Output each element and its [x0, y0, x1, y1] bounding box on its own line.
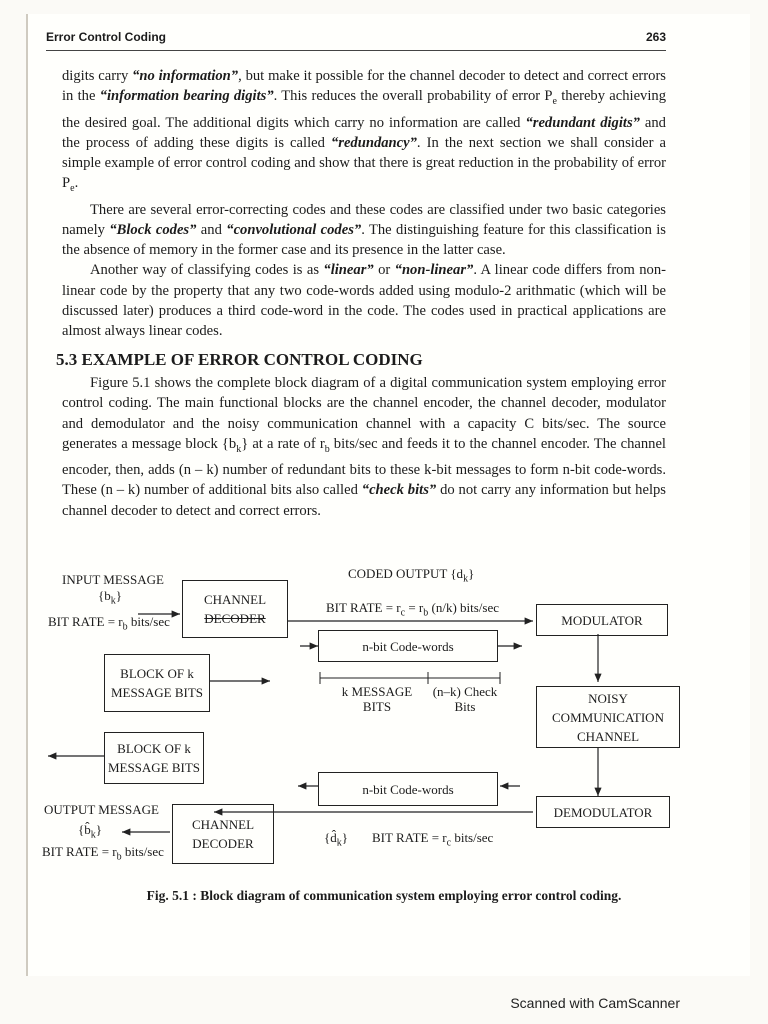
dk-hat-label: $\{d̂_k\}$ — [324, 830, 348, 849]
demod-bitrate-label: BIT RATE = $r_c$ bits/sec — [372, 830, 494, 849]
body-text — [56, 66, 667, 521]
running-header — [46, 30, 666, 48]
channel-encoder-label: CHANNEL — [203, 592, 267, 607]
paragraph-1: digits carry “no information”, but make it possible for the channel decoder to detect and correct errors in the “information bearing digits”. This reduces the overall probability of error $P_e$ thereby achieving the desired goal. The additional digits which carry no information are called “redundant digits” and the process of adding these digits is called “redundancy”. In the next section we shall consider a simple example of error control coding and show that there is great reduction in the probability of error $P_e$. — [62, 68, 667, 195]
coded-bitrate-label: BIT RATE = $r_c = r_b$ (n/k) bits/sec — [326, 600, 500, 619]
noisy-channel-box: NOISY COMMUNICATION CHANNEL — [536, 686, 680, 748]
block-of-k-top-box: BLOCK OF k MESSAGE BITS — [104, 654, 210, 712]
header-rule — [46, 50, 666, 51]
channel-decoder-box: CHANNEL DECODER — [172, 804, 274, 864]
input-bk-label: $\{b_k\}$ — [98, 588, 122, 607]
page-number: 263 — [645, 30, 666, 44]
check-bits-label: (n–k) Check Bits — [432, 684, 498, 714]
demodulator-box: DEMODULATOR — [536, 796, 670, 828]
channel-encoder-box — [182, 580, 288, 638]
nbit-codewords-bottom-box: n-bit Code-words — [318, 772, 498, 806]
paragraph-2: There are several error-correcting codes and these codes are classified under two basic categories namely “Block codes” and “convolutional codes”. The distinguishing feature for this classification is the absence of memory in the former case and its presence in the latter case. — [62, 201, 666, 259]
output-message-label: OUTPUT MESSAGE — [44, 802, 159, 817]
coded-output-label: CODED OUTPUT $\{d_k\}$ — [348, 566, 475, 585]
paragraph-4: Figure 5.1 shows the complete block diagram of a digital communication system employing error control coding. The main functional blocks are the channel encoder, the channel decoder, modulator and demodulator and the noisy communication channel with a capacity C bits/sec. The source generates a message block $\{b_k\}$ at a rate of $r_b$ bits/sec and feeds it to the channel encoder. The channel encoder, then, adds (n – k) number of redundant bits to these k-bit messages to form n-bit code-words. These (n – k) number of additional bits also called “check bits” do not carry any information but helps channel decoder to detect and correct errors. — [62, 374, 666, 519]
camscanner-watermark: Scanned with CamScanner — [510, 995, 680, 1011]
figure-caption: Fig. 5.1 : Block diagram of communication system employing error control coding. — [146, 888, 622, 903]
modulator-box: MODULATOR — [536, 604, 668, 636]
input-message-label: INPUT MESSAGE — [62, 572, 164, 587]
output-bk-label: $\{b̂_k\}$ — [78, 822, 102, 841]
block-diagram — [38, 562, 672, 880]
chapter-title: Error Control Coding — [46, 30, 166, 44]
output-bitrate-label: BIT RATE = $r_b$ bits/sec — [42, 844, 164, 863]
k-message-bits-label: k MESSAGE BITS — [341, 684, 413, 714]
channel-encoder-struck-label: DECODER — [204, 611, 266, 626]
nbit-codewords-top-box: n-bit Code-words — [318, 630, 498, 662]
section-heading: 5.3 EXAMPLE OF ERROR CONTROL CODING — [56, 349, 423, 369]
input-bitrate-label: BIT RATE = $r_b$ bits/sec — [48, 614, 170, 633]
paragraph-3: Another way of classifying codes is as “linear” or “non-linear”. A linear code differs from non-linear code by the property that any two code-words added using modulo-2 arithmatic (which will be discussed later) produces a third code-word in the code. The codes used in practical applications are almost always linear codes. — [62, 262, 666, 340]
block-of-k-bottom-box: BLOCK OF k MESSAGE BITS — [104, 732, 204, 784]
